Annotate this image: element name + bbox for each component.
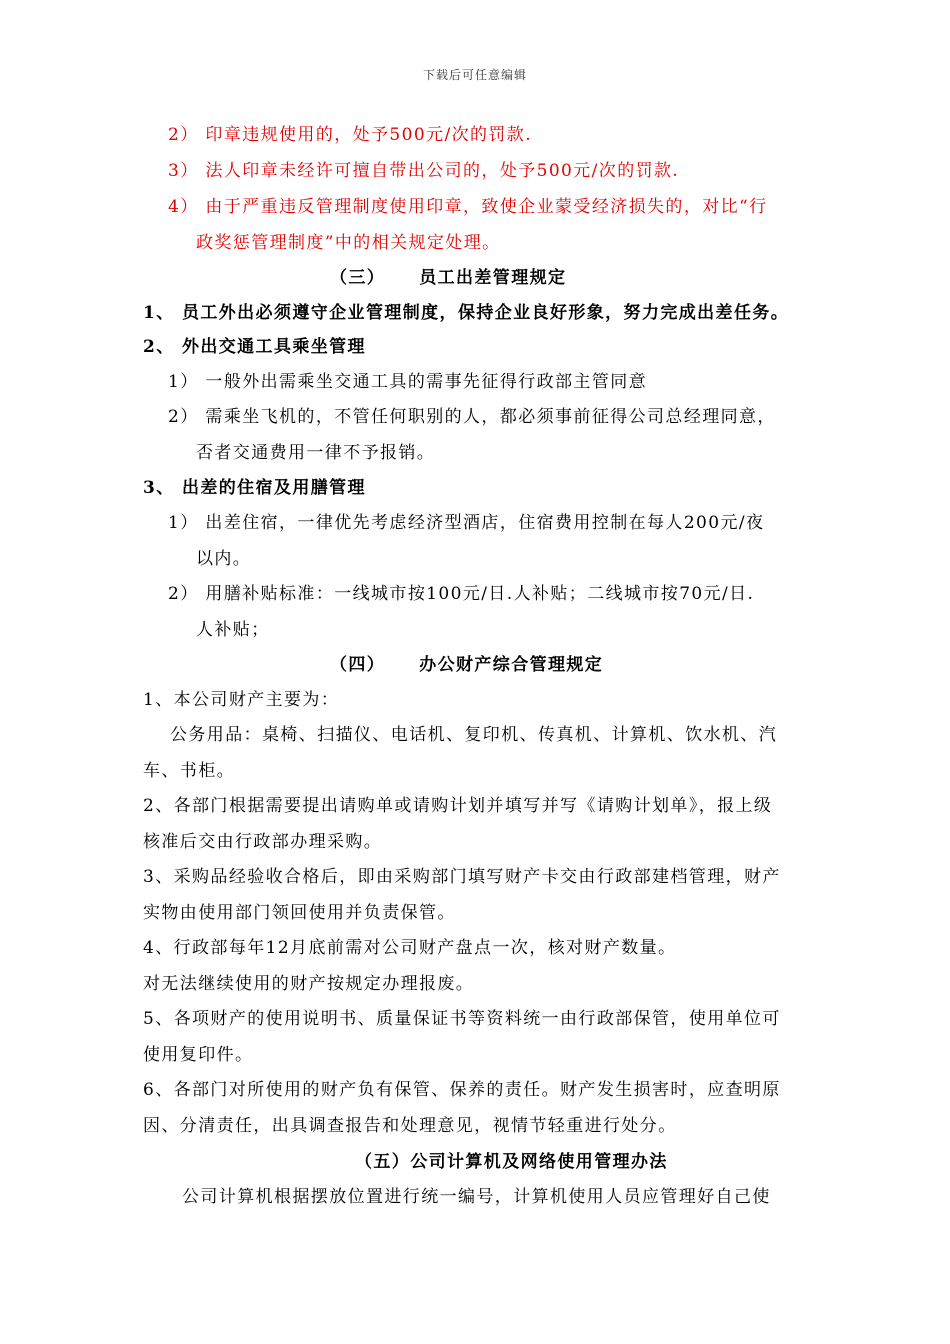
- section-4-line-13: 因、分清责任，出具调查报告和处理意见，视情节轻重进行处分。: [143, 1116, 677, 1136]
- section-3-item-3-2-line1: 2） 用膳补贴标准：一线城市按100元/日.人补贴；二线城市按70元/日.: [168, 584, 755, 604]
- section-3-item-2-1: 1） 一般外出需乘坐交通工具的需事先征得行政部主管同意: [168, 372, 648, 392]
- section-4-line-3: 车、书柜。: [143, 761, 235, 781]
- section-4-line-12: 6、各部门对所使用的财产负有保管、保养的责任。财产发生损害时，应查明原: [143, 1080, 781, 1100]
- section-3-label: （三）: [330, 268, 386, 288]
- section-4-line-6: 3、采购品经验收合格后，即由采购部门填写财产卡交由行政部建档管理，财产: [143, 867, 781, 887]
- section-4-heading: [330, 655, 603, 675]
- section-3-item-3-2-line2: 人补贴；: [196, 620, 270, 640]
- section-5-title: （五）公司计算机及网络使用管理办法: [355, 1152, 668, 1172]
- section-3-item-3: 3、 出差的住宿及用膳管理: [143, 478, 366, 498]
- section-4-line-5: 核准后交由行政部办理采购。: [143, 832, 383, 852]
- section-3-item-2-2-line2: 否者交通费用一律不予报销。: [196, 443, 436, 463]
- section-4-line-8: 4、行政部每年12月底前需对公司财产盘点一次，核对财产数量。: [143, 938, 677, 958]
- penalty-item-3: 3） 法人印章未经许可擅自带出公司的，处予500元/次的罚款.: [168, 161, 680, 181]
- section-3-heading: [330, 268, 566, 288]
- penalty-item-2: 2） 印章违规使用的，处予500元/次的罚款.: [168, 125, 532, 145]
- section-3-item-2: 2、 外出交通工具乘坐管理: [143, 337, 366, 357]
- section-3-item-3-1-line2: 以内。: [196, 549, 252, 569]
- section-4-line-7: 实物由使用部门领回使用并负责保管。: [143, 903, 456, 923]
- section-4-line-11: 使用复印件。: [143, 1045, 254, 1065]
- section-4-line-2: 公务用品：桌椅、扫描仪、电话机、复印机、传真机、计算机、饮水机、汽: [170, 725, 778, 745]
- page-header: 下载后可任意编辑: [422, 68, 527, 82]
- section-4-line-4: 2、各部门根据需要提出请购单或请购计划并填写并写《请购计划单》，报上级: [143, 796, 773, 816]
- section-5-line-1: 公司计算机根据摆放位置进行统一编号，计算机使用人员应管理好自己使: [182, 1187, 771, 1207]
- section-3-item-1: 1、 员工外出必须遵守企业管理制度，保持企业良好形象，努力完成出差任务。: [143, 303, 790, 323]
- section-4-line-1: 1、本公司财产主要为：: [143, 690, 340, 710]
- section-4-title: 办公财产综合管理规定: [419, 655, 604, 675]
- penalty-item-4-line2: 政奖惩管理制度”中的相关规定处理。: [196, 233, 501, 253]
- section-3-title: 员工出差管理规定: [419, 268, 567, 288]
- section-4-label: （四）: [330, 655, 386, 675]
- section-4-line-9: 对无法继续使用的财产按规定办理报废。: [143, 974, 475, 994]
- penalty-item-4-line1: 4） 由于严重违反管理制度使用印章，致使企业蒙受经济损失的，对比“行: [168, 197, 768, 217]
- section-3-item-2-2-line1: 2） 需乘坐飞机的，不管任何职别的人，都必须事前征得公司总经理同意，: [168, 407, 776, 427]
- section-3-item-3-1-line1: 1） 出差住宿，一律优先考虑经济型酒店，住宿费用控制在每人200元/夜: [168, 513, 765, 533]
- section-4-line-10: 5、各项财产的使用说明书、质量保证书等资料统一由行政部保管，使用单位可: [143, 1009, 781, 1029]
